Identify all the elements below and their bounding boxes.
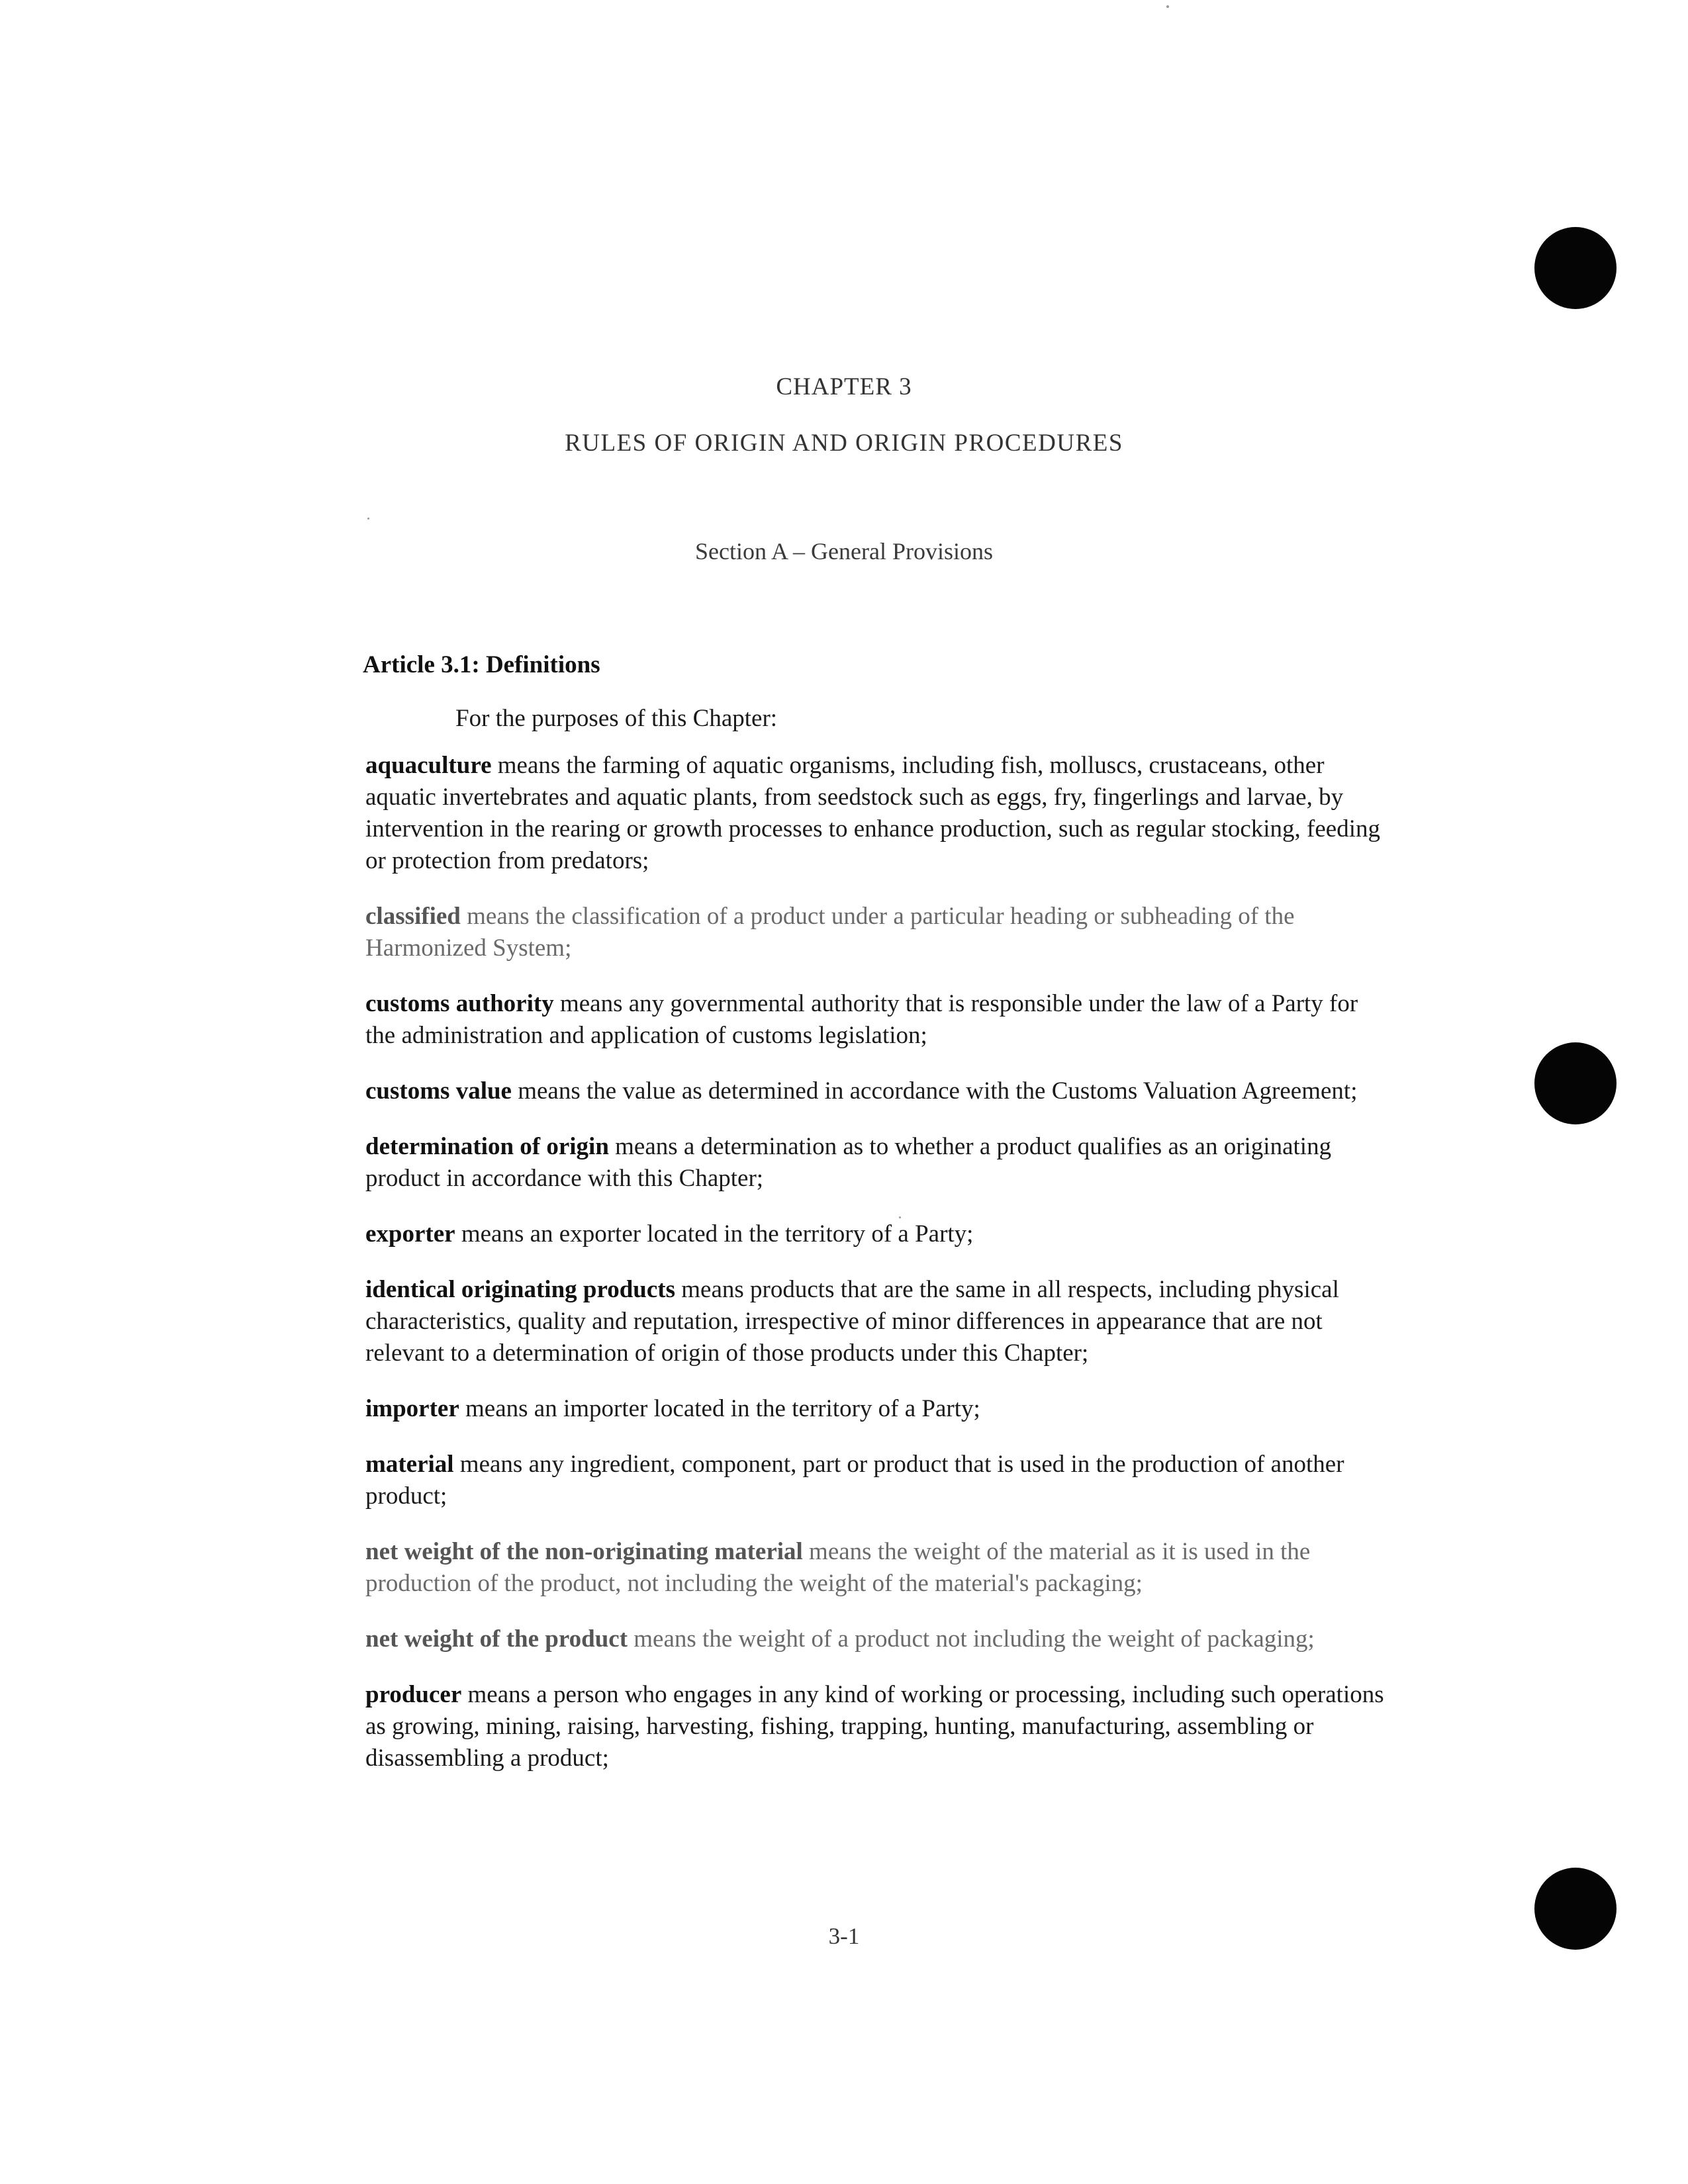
definition-term: exporter — [365, 1220, 455, 1248]
definition-item — [365, 1449, 1385, 1512]
chapter-label: CHAPTER 3 — [776, 373, 912, 400]
punch-hole-middle — [1534, 1042, 1617, 1124]
definitions-list — [365, 750, 1385, 1798]
definition-item — [365, 1075, 1385, 1107]
chapter-title: RULES OF ORIGIN AND ORIGIN PROCEDURES — [565, 430, 1123, 457]
definition-term: classified — [365, 903, 461, 930]
definition-text: means any ingredient, component, part or product that is used in the production of another product; — [365, 1451, 1344, 1510]
definition-text: means products that are the same in all respects, including physical characteristics, quality and reputation, irrespective of minor differences in appearance that are not relevant to a determination of origin of those products under this Chapter; — [365, 1276, 1339, 1367]
definition-item — [365, 1274, 1385, 1369]
definition-term: customs authority — [365, 990, 554, 1017]
definition-text: means a person who engages in any kind of working or processing, including such operations as growing, mining, raising, harvesting, fishing, trapping, hunting, manufacturing, assembling or disassembling a product; — [365, 1681, 1384, 1772]
definition-text: means an importer located in the territory of a Party; — [459, 1395, 980, 1422]
definition-item — [365, 1536, 1385, 1600]
definition-term: identical originating products — [365, 1276, 676, 1303]
article-heading: Article 3.1: Definitions — [363, 651, 600, 678]
definition-item — [365, 1679, 1385, 1774]
definition-term: importer — [365, 1395, 459, 1422]
definition-term: determination of origin — [365, 1133, 609, 1160]
definition-text: means a determination as to whether a product qualifies as an originating product in accordance with this Chapter; — [365, 1133, 1332, 1192]
definition-text: means the classification of a product under a particular heading or subheading of the Harmonized System; — [365, 903, 1295, 962]
definition-text: means any governmental authority that is responsible under the law of a Party for the administration and application of customs legislation; — [365, 990, 1358, 1049]
definition-text: means an exporter located in the territory of a Party; — [455, 1220, 974, 1248]
definition-text: means the weight of a product not including the weight of packaging; — [628, 1625, 1315, 1653]
definition-term: customs value — [365, 1077, 512, 1105]
definition-term: net weight of the product — [365, 1625, 628, 1653]
definition-term: producer — [365, 1681, 462, 1708]
definition-item — [365, 1393, 1385, 1425]
definition-term: aquaculture — [365, 752, 492, 779]
page-number: 3-1 — [828, 1923, 860, 1949]
scan-speck — [367, 518, 369, 520]
intro-text: For the purposes of this Chapter: — [455, 705, 778, 732]
definition-item — [365, 1218, 1385, 1250]
definition-text: means the farming of aquatic organisms, including fish, molluscs, crustaceans, other aquatic invertebrates and aquatic plants, from seedstock such as eggs, fry, fingerlings and larvae, by intervention in the rearing or growth processes to enhance production, such as regular stocking, feeding or protection from predators; — [365, 752, 1380, 874]
definition-item — [365, 901, 1385, 964]
definition-text: means the weight of the material as it is used in the production of the product, not including the weight of the material's packaging; — [365, 1538, 1311, 1597]
definition-item — [365, 1623, 1385, 1655]
punch-hole-top — [1534, 227, 1617, 309]
definition-item — [365, 988, 1385, 1052]
scan-speck — [1166, 5, 1169, 8]
definition-term: net weight of the non-originating material — [365, 1538, 803, 1565]
section-heading: Section A – General Provisions — [695, 538, 993, 565]
definition-text: means the value as determined in accordance with the Customs Valuation Agreement; — [511, 1077, 1358, 1105]
definition-item — [365, 750, 1385, 877]
definition-term: material — [365, 1451, 454, 1478]
definition-item — [365, 1131, 1385, 1195]
